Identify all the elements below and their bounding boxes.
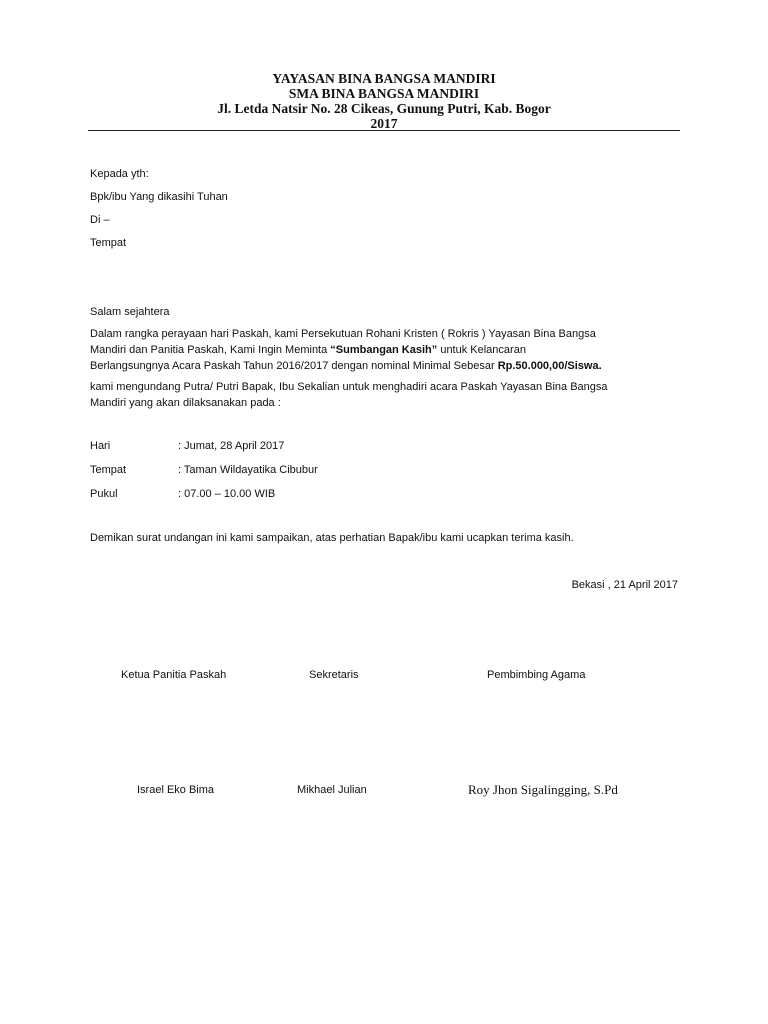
detail-label-hari: Hari — [90, 440, 111, 452]
place-date: Bekasi , 21 April 2017 — [571, 579, 678, 591]
letterhead-year: 2017 — [370, 116, 398, 131]
recipient-place: Tempat — [90, 237, 127, 249]
foundation-name: YAYASAN BINA BANGSA MANDIRI — [272, 71, 496, 86]
signatory-name-ketua: Israel Eko Bima — [137, 784, 215, 796]
request-line-2: Mandiri dan Panitia Paskah, Kami Ingin Meminta “Sumbangan Kasih” untuk Kelancaran — [90, 344, 526, 356]
letterhead-divider — [88, 130, 680, 131]
school-address: Jl. Letda Natsir No. 28 Cikeas, Gunung Putri, Kab. Bogor — [217, 101, 551, 116]
detail-value-tempat: : Taman Wildayatika Cibubur — [178, 464, 318, 476]
request-line-1: Dalam rangka perayaan hari Paskah, kami Persekutuan Rohani Kristen ( Rokris ) Yayasan Bina Bangsa — [90, 328, 596, 340]
invitation-paragraph — [90, 379, 690, 411]
signatory-name-pembimbing: Roy Jhon Sigalingging, S.Pd — [468, 782, 618, 797]
donation-amount: Rp.50.000,00/Siswa. — [497, 360, 602, 372]
signatory-title-sekretaris: Sekretaris — [309, 669, 359, 681]
letterhead — [88, 71, 680, 131]
signatory-title-pembimbing: Pembimbing Agama — [487, 669, 586, 681]
school-name: SMA BINA BANGSA MANDIRI — [288, 86, 480, 101]
greeting: Salam sejahtera — [90, 306, 170, 318]
closing-sentence: Demikan surat undangan ini kami sampaikan, atas perhatian Bapak/ibu kami ucapkan terima kasih. — [90, 532, 574, 544]
recipient-di: Di – — [90, 214, 110, 226]
signatory-name-sekretaris: Mikhael Julian — [297, 784, 367, 796]
detail-label-tempat: Tempat — [90, 464, 127, 476]
detail-label-pukul: Pukul — [90, 488, 118, 500]
detail-value-pukul: : 07.00 – 10.00 WIB — [178, 488, 276, 500]
recipient-name: Bpk/ibu Yang dikasihi Tuhan — [90, 191, 228, 203]
recipient-to-label: Kepada yth: — [90, 168, 149, 180]
invitation-line-1: kami mengundang Putra/ Putri Bapak, Ibu Sekalian untuk menghadiri acara Paskah Yayasan Bina Bangsa — [90, 381, 608, 393]
detail-value-hari: : Jumat, 28 April 2017 — [178, 440, 285, 452]
invitation-line-2: Mandiri yang akan dilaksanakan pada : — [90, 397, 281, 409]
signatory-title-ketua: Ketua Panitia Paskah — [121, 669, 227, 681]
request-line-3: Berlangsungnya Acara Paskah Tahun 2016/2017 dengan nominal Minimal Sebesar Rp.50.000,00/Siswa. — [90, 360, 602, 372]
sumbangan-kasih-text: “Sumbangan Kasih” — [330, 344, 438, 356]
request-paragraph — [90, 326, 690, 374]
